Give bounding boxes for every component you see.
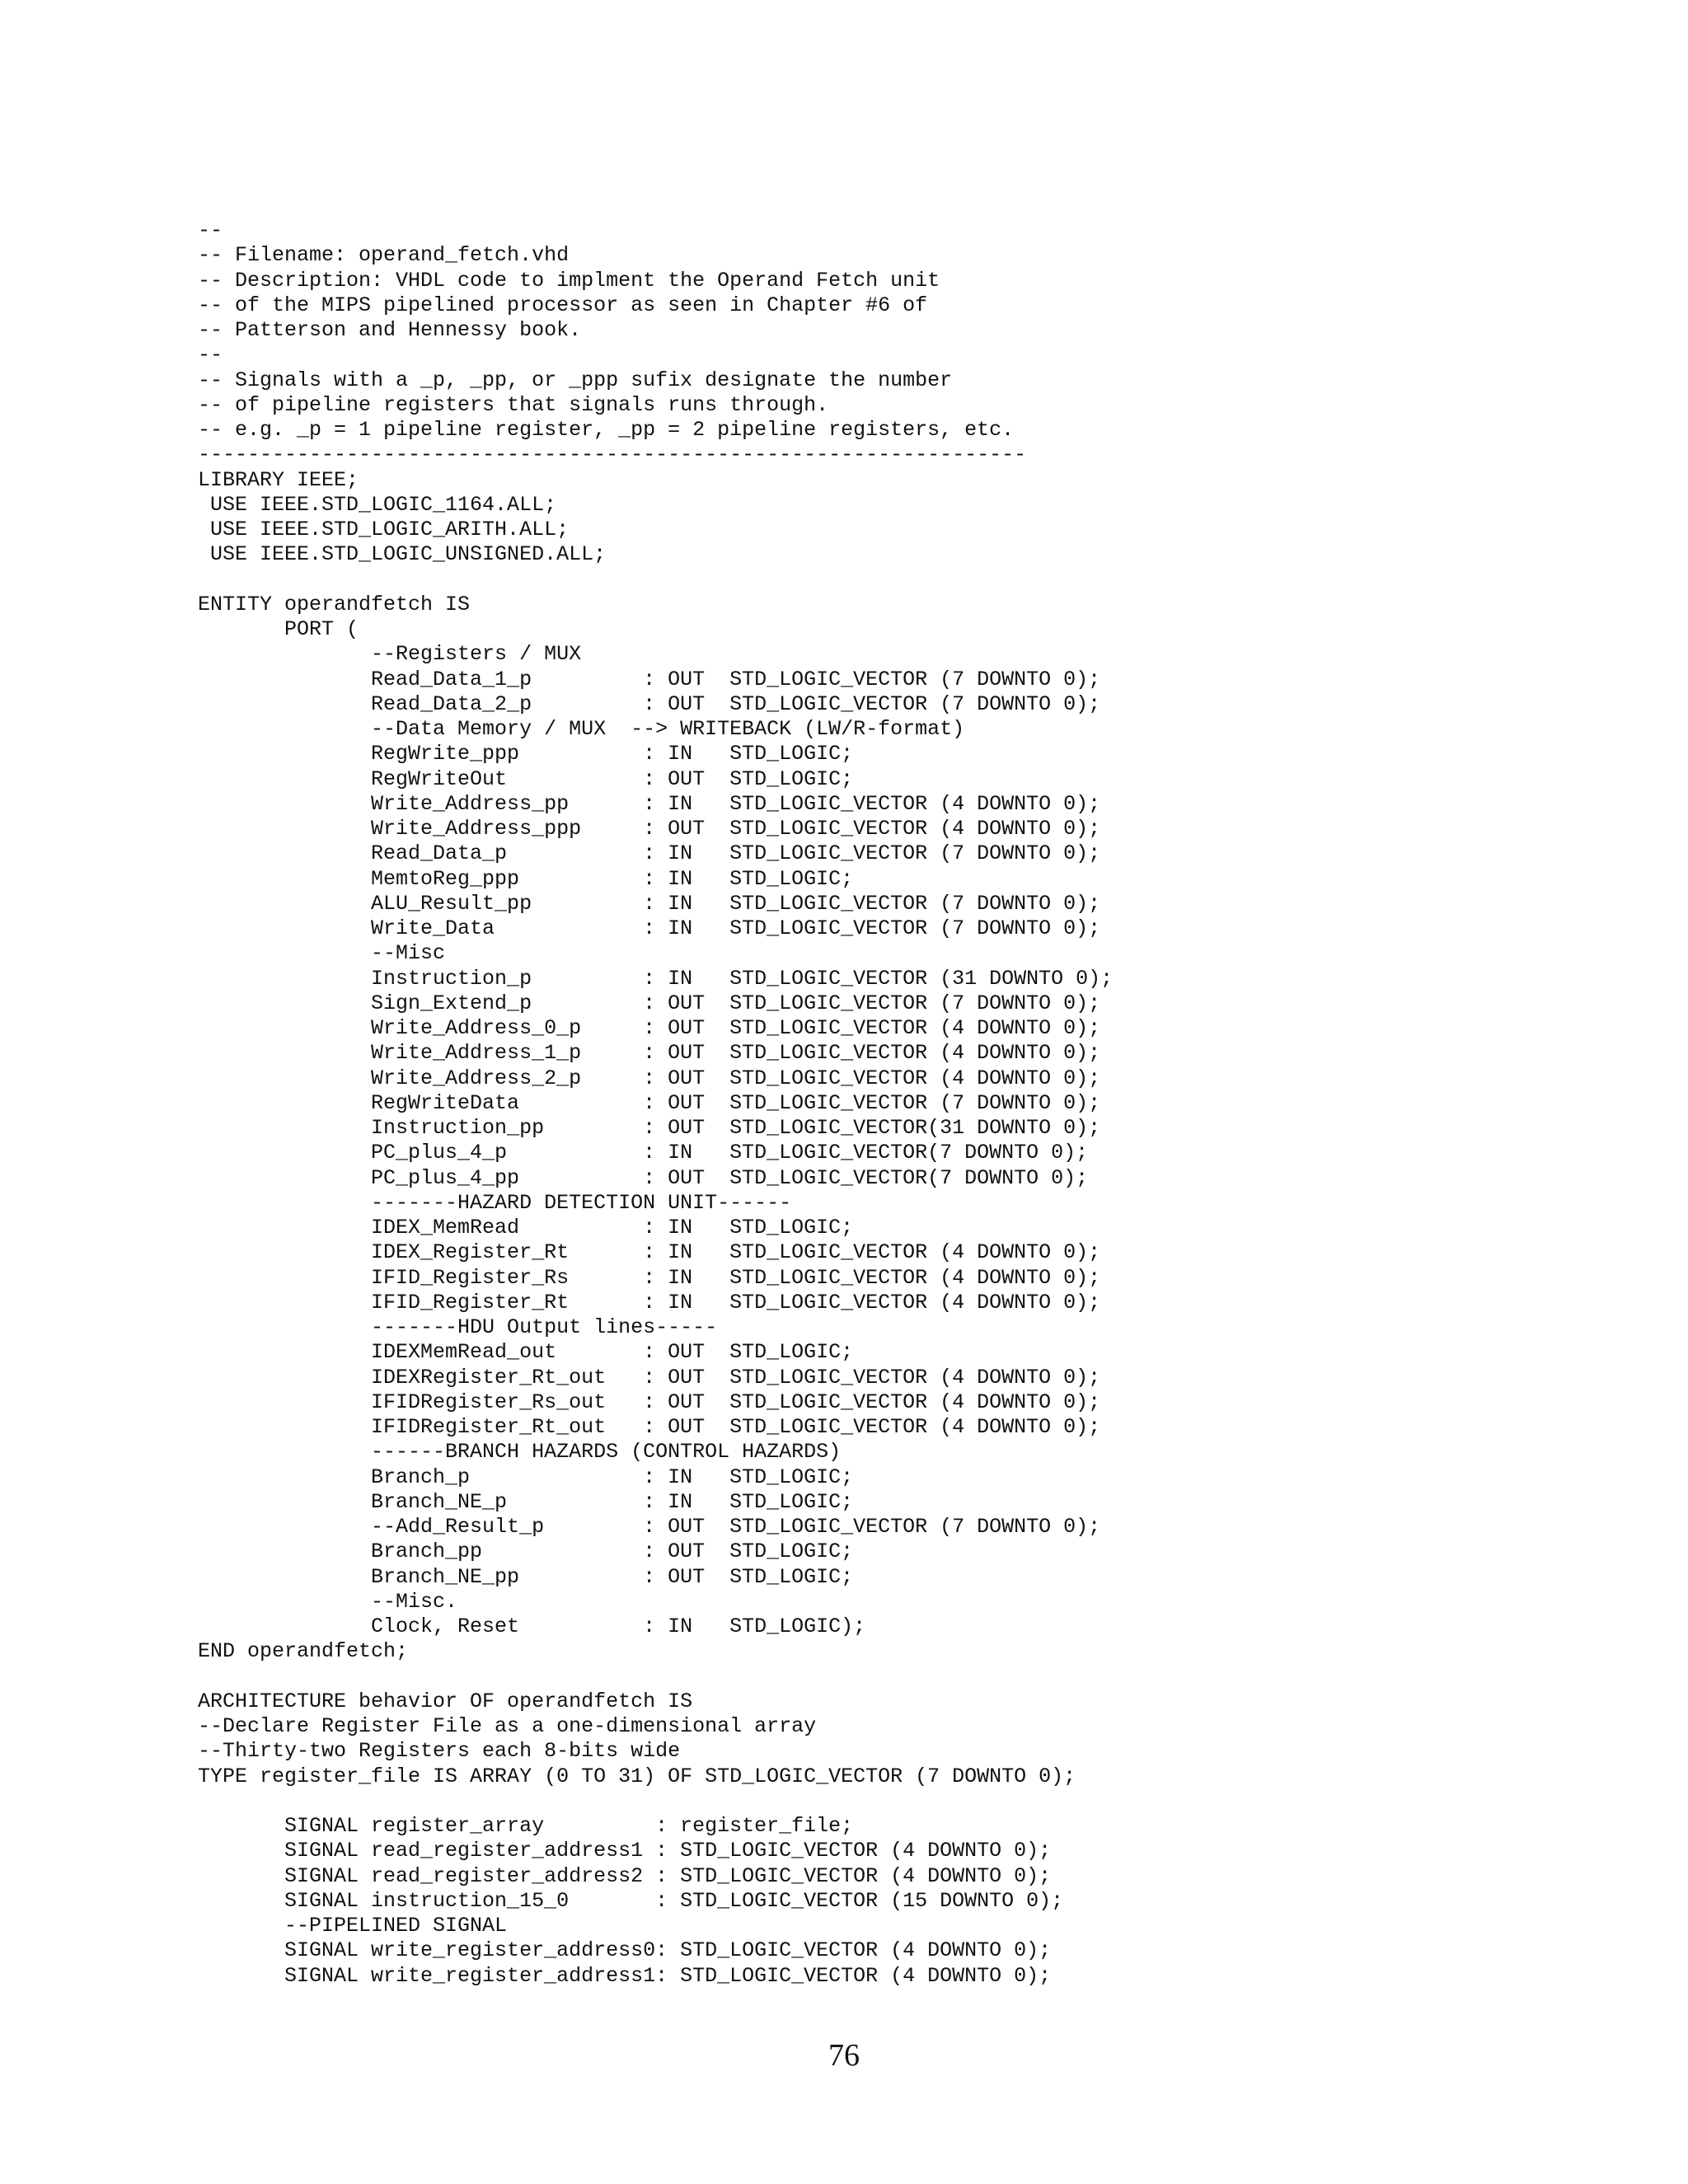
code-line: Read_Data_p : IN STD_LOGIC_VECTOR (7 DOWNTO 0); xyxy=(198,841,1101,866)
code-line: -- e.g. _p = 1 pipeline register, _pp = 2 pipeline registers, etc. xyxy=(198,418,1015,442)
code-line: --Data Memory / MUX --> WRITEBACK (LW/R-format) xyxy=(198,717,965,741)
code-line: Instruction_p : IN STD_LOGIC_VECTOR (31 DOWNTO 0); xyxy=(198,966,1114,991)
code-line: -- xyxy=(198,343,223,368)
code-line: LIBRARY IEEE; xyxy=(198,467,359,492)
code-line: --Misc xyxy=(198,941,446,966)
code-line: SIGNAL write_register_address1: STD_LOGIC_VECTOR (4 DOWNTO 0); xyxy=(198,1963,1052,1988)
code-line: IFIDRegister_Rs_out : OUT STD_LOGIC_VECTOR (4 DOWNTO 0); xyxy=(198,1390,1101,1414)
code-line: Sign_Extend_p : OUT STD_LOGIC_VECTOR (7 DOWNTO 0); xyxy=(198,991,1101,1015)
code-line: --Thirty-two Registers each 8-bits wide xyxy=(198,1739,681,1764)
code-line: IFID_Register_Rs : IN STD_LOGIC_VECTOR (4 DOWNTO 0); xyxy=(198,1265,1101,1290)
code-line: TYPE register_file IS ARRAY (0 TO 31) OF STD_LOGIC_VECTOR (7 DOWNTO 0); xyxy=(198,1764,1076,1788)
code-line: IFIDRegister_Rt_out : OUT STD_LOGIC_VECTOR (4 DOWNTO 0); xyxy=(198,1415,1101,1439)
code-line: Branch_pp : OUT STD_LOGIC; xyxy=(198,1540,854,1564)
code-line: -- Filename: operand_fetch.vhd xyxy=(198,243,570,268)
code-line: PC_plus_4_pp : OUT STD_LOGIC_VECTOR(7 DOWNTO 0); xyxy=(198,1165,1089,1190)
page-number: 76 xyxy=(828,2038,860,2073)
code-line: Write_Address_1_p : OUT STD_LOGIC_VECTOR (4 DOWNTO 0); xyxy=(198,1041,1101,1066)
code-line: SIGNAL read_register_address1 : STD_LOGIC_VECTOR (4 DOWNTO 0); xyxy=(198,1839,1052,1863)
code-line: SIGNAL instruction_15_0 : STD_LOGIC_VECTOR (15 DOWNTO 0); xyxy=(198,1888,1064,1913)
code-line: Branch_p : IN STD_LOGIC; xyxy=(198,1465,854,1489)
code-line: IFID_Register_Rt : IN STD_LOGIC_VECTOR (4 DOWNTO 0); xyxy=(198,1290,1101,1315)
code-line: PORT ( xyxy=(198,617,359,641)
code-line xyxy=(198,568,1113,593)
code-line: ------BRANCH HAZARDS (CONTROL HAZARDS) xyxy=(198,1440,842,1465)
code-line: RegWrite_ppp : IN STD_LOGIC; xyxy=(198,742,854,766)
code-line: ENTITY operandfetch IS xyxy=(198,592,471,616)
code-line: --Misc. xyxy=(198,1589,458,1614)
code-line: IDEXMemRead_out : OUT STD_LOGIC; xyxy=(198,1340,854,1365)
code-line: -- xyxy=(198,218,223,242)
code-listing xyxy=(198,218,1113,1989)
code-line: -- Description: VHDL code to implment the Operand Fetch unit xyxy=(198,268,940,293)
code-line: USE IEEE.STD_LOGIC_1164.ALL; xyxy=(198,492,557,517)
code-line: --Declare Register File as a one-dimensional array xyxy=(198,1714,817,1738)
code-line: --Add_Result_p : OUT STD_LOGIC_VECTOR (7 DOWNTO 0); xyxy=(198,1515,1101,1539)
code-line: Read_Data_1_p : OUT STD_LOGIC_VECTOR (7 DOWNTO 0); xyxy=(198,667,1101,691)
code-line: USE IEEE.STD_LOGIC_ARITH.ALL; xyxy=(198,518,570,541)
code-line: Clock, Reset : IN STD_LOGIC); xyxy=(198,1615,866,1638)
code-line: Write_Data : IN STD_LOGIC_VECTOR (7 DOWNTO 0); xyxy=(198,916,1101,940)
code-line: -- Patterson and Hennessy book. xyxy=(198,318,582,342)
code-line: IDEX_MemRead : IN STD_LOGIC; xyxy=(198,1216,854,1240)
code-line: ALU_Result_pp : IN STD_LOGIC_VECTOR (7 DOWNTO 0); xyxy=(198,891,1101,916)
code-line: IDEX_Register_Rt : IN STD_LOGIC_VECTOR (4 DOWNTO 0); xyxy=(198,1240,1101,1265)
code-line: IDEXRegister_Rt_out : OUT STD_LOGIC_VECTOR (4 DOWNTO 0); xyxy=(198,1365,1101,1390)
code-line: Write_Address_0_p : OUT STD_LOGIC_VECTOR (4 DOWNTO 0); xyxy=(198,1016,1101,1040)
code-line: Write_Address_ppp : OUT STD_LOGIC_VECTOR (4 DOWNTO 0); xyxy=(198,817,1101,841)
code-line: RegWriteOut : OUT STD_LOGIC; xyxy=(198,766,854,791)
code-line: Branch_NE_pp : OUT STD_LOGIC; xyxy=(198,1564,854,1589)
code-line: SIGNAL write_register_address0: STD_LOGIC_VECTOR (4 DOWNTO 0); xyxy=(198,1938,1052,1963)
code-line: Write_Address_2_p : OUT STD_LOGIC_VECTOR (4 DOWNTO 0); xyxy=(198,1066,1101,1090)
code-line xyxy=(198,1665,1113,1690)
code-line: ------------------------------------------------------------------- xyxy=(198,443,1027,467)
code-line: Read_Data_2_p : OUT STD_LOGIC_VECTOR (7 DOWNTO 0); xyxy=(198,691,1101,716)
code-line: -- Signals with a _p, _pp, or _ppp sufix designate the number xyxy=(198,368,953,392)
code-line: MemtoReg_ppp : IN STD_LOGIC; xyxy=(198,866,854,891)
code-line: Write_Address_pp : IN STD_LOGIC_VECTOR (4 DOWNTO 0); xyxy=(198,791,1101,816)
code-line: PC_plus_4_p : IN STD_LOGIC_VECTOR(7 DOWNTO 0); xyxy=(198,1141,1089,1165)
code-line: --PIPELINED SIGNAL xyxy=(198,1914,508,1938)
code-line: USE IEEE.STD_LOGIC_UNSIGNED.ALL; xyxy=(198,542,607,567)
code-line: -- of pipeline registers that signals runs through. xyxy=(198,392,829,417)
code-line: -- of the MIPS pipelined processor as seen in Chapter #6 of xyxy=(198,293,928,317)
code-line: SIGNAL register_array : register_file; xyxy=(198,1814,854,1838)
code-line: --Registers / MUX xyxy=(198,642,582,667)
code-line: ARCHITECTURE behavior OF operandfetch IS xyxy=(198,1689,693,1713)
code-line: END operandfetch; xyxy=(198,1639,409,1664)
code-line xyxy=(198,1789,1113,1814)
code-line: -------HAZARD DETECTION UNIT------ xyxy=(198,1190,792,1215)
code-line: Instruction_pp : OUT STD_LOGIC_VECTOR(31 DOWNTO 0); xyxy=(198,1116,1101,1140)
code-line: RegWriteData : OUT STD_LOGIC_VECTOR (7 DOWNTO 0); xyxy=(198,1090,1101,1115)
code-line: Branch_NE_p : IN STD_LOGIC; xyxy=(198,1489,854,1514)
code-line: SIGNAL read_register_address2 : STD_LOGIC_VECTOR (4 DOWNTO 0); xyxy=(198,1863,1052,1888)
code-line: -------HDU Output lines----- xyxy=(198,1315,718,1339)
